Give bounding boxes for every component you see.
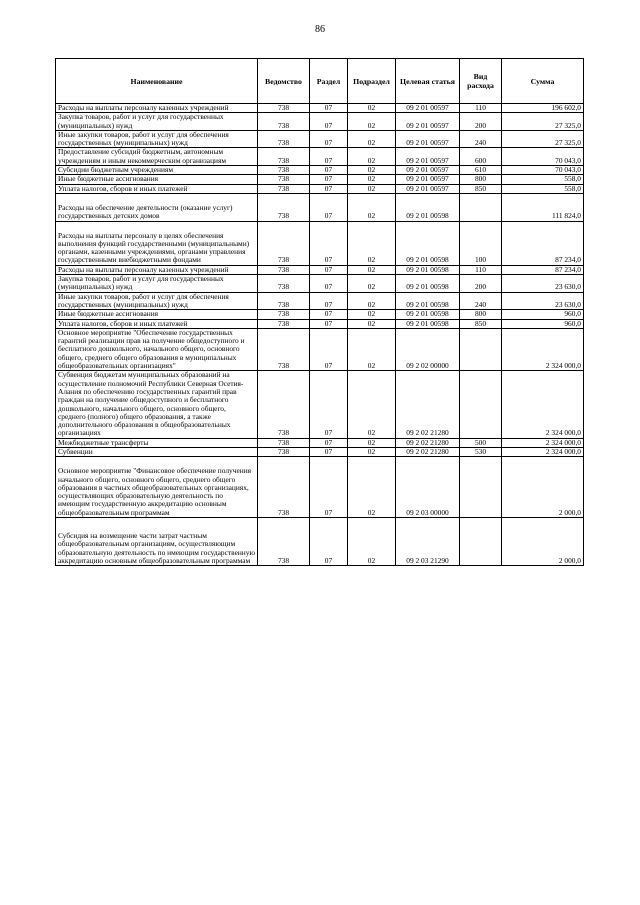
table-row	[56, 113, 584, 131]
cell-department: 738	[258, 457, 310, 518]
table-body	[56, 104, 584, 566]
cell-target-item: 09 2 01 00598	[396, 310, 460, 319]
cell-section: 07	[310, 319, 348, 328]
cell-department: 738	[258, 166, 310, 175]
cell-name: Уплата налогов, сборов и иных платежей	[56, 319, 258, 328]
cell-amount: 960,0	[502, 310, 584, 319]
cell-subsection: 02	[348, 447, 396, 456]
table-row	[56, 518, 584, 566]
cell-section: 07	[310, 221, 348, 265]
cell-section: 07	[310, 166, 348, 175]
table-row	[56, 221, 584, 265]
cell-name: Иные закупки товаров, работ и услуг для обеспечения государственных (муниципальных) нужд	[56, 292, 258, 310]
cell-expense-type: 600	[460, 148, 502, 166]
table-row	[56, 371, 584, 438]
cell-section: 07	[310, 184, 348, 193]
cell-expense-type	[460, 193, 502, 221]
table-row	[56, 292, 584, 310]
cell-expense-type: 240	[460, 292, 502, 310]
cell-expense-type: 500	[460, 438, 502, 447]
cell-amount: 960,0	[502, 319, 584, 328]
cell-subsection: 02	[348, 319, 396, 328]
cell-department: 738	[258, 310, 310, 319]
cell-name: Уплата налогов, сборов и иных платежей	[56, 184, 258, 193]
budget-table	[55, 58, 584, 566]
cell-amount: 27 325,0	[502, 113, 584, 131]
cell-expense-type	[460, 518, 502, 566]
cell-department: 738	[258, 193, 310, 221]
cell-section: 07	[310, 438, 348, 447]
cell-expense-type: 530	[460, 447, 502, 456]
cell-target-item: 09 2 01 00597	[396, 148, 460, 166]
header-amount: Сумма	[502, 59, 584, 104]
cell-section: 07	[310, 148, 348, 166]
cell-amount: 2 324 000,0	[502, 447, 584, 456]
cell-department: 738	[258, 275, 310, 293]
cell-subsection: 02	[348, 104, 396, 113]
cell-subsection: 02	[348, 184, 396, 193]
cell-expense-type: 850	[460, 319, 502, 328]
cell-target-item: 09 2 02 21280	[396, 438, 460, 447]
cell-department: 738	[258, 319, 310, 328]
cell-amount: 87 234,0	[502, 265, 584, 274]
cell-name: Иные закупки товаров, работ и услуг для обеспечения государственных (муниципальных) нужд	[56, 130, 258, 148]
table-row	[56, 438, 584, 447]
cell-expense-type: 200	[460, 113, 502, 131]
cell-amount: 558,0	[502, 184, 584, 193]
cell-name: Межбюджетные трансферты	[56, 438, 258, 447]
cell-expense-type	[460, 457, 502, 518]
cell-section: 07	[310, 265, 348, 274]
cell-expense-type: 100	[460, 221, 502, 265]
cell-section: 07	[310, 292, 348, 310]
cell-section: 07	[310, 457, 348, 518]
cell-target-item: 09 2 01 00598	[396, 292, 460, 310]
cell-subsection: 02	[348, 148, 396, 166]
cell-expense-type	[460, 371, 502, 438]
cell-target-item: 09 2 01 00597	[396, 184, 460, 193]
cell-target-item: 09 2 01 00598	[396, 265, 460, 274]
cell-subsection: 02	[348, 265, 396, 274]
cell-section: 07	[310, 113, 348, 131]
cell-subsection: 02	[348, 518, 396, 566]
cell-target-item: 09 2 01 00598	[396, 193, 460, 221]
cell-target-item: 09 2 01 00598	[396, 275, 460, 293]
cell-target-item: 09 2 02 21280	[396, 447, 460, 456]
cell-subsection: 02	[348, 438, 396, 447]
cell-name: Субсидии бюджетным учреждениям	[56, 166, 258, 175]
cell-amount: 558,0	[502, 175, 584, 184]
cell-name: Иные бюджетные ассигнования	[56, 310, 258, 319]
cell-expense-type: 850	[460, 184, 502, 193]
header-expense-type: Вид расхода	[460, 59, 502, 104]
cell-target-item: 09 2 03 00000	[396, 457, 460, 518]
table-row	[56, 130, 584, 148]
header-department: Ведомство	[258, 59, 310, 104]
header-name: Наименование	[56, 59, 258, 104]
cell-target-item: 09 2 01 00598	[396, 319, 460, 328]
cell-department: 738	[258, 113, 310, 131]
cell-target-item: 09 2 01 00597	[396, 104, 460, 113]
cell-subsection: 02	[348, 275, 396, 293]
cell-department: 738	[258, 518, 310, 566]
cell-department: 738	[258, 221, 310, 265]
cell-department: 738	[258, 265, 310, 274]
cell-target-item: 09 2 01 00598	[396, 221, 460, 265]
cell-section: 07	[310, 130, 348, 148]
cell-expense-type: 610	[460, 166, 502, 175]
cell-name: Субсидия на возмещение части затрат частным общеобразовательным организациям, осуществляющим образовательную деятельность по имеющим государственную аккредитацию основным общеобразовательным программам	[56, 518, 258, 566]
cell-expense-type: 240	[460, 130, 502, 148]
table-row	[56, 447, 584, 456]
cell-name: Субвенция бюджетам муниципальных образований на осуществление полномочий Республики Северная Осетия-Алания по обеспечению государственных гарантий прав граждан на получение общедоступного и бесплатного дошкольного, начального общего, основного общего, среднего (полного) общего образования, а также дополнительного образования в общеобразовательных организациях	[56, 371, 258, 438]
cell-name: Основное мероприятие "Финансовое обеспечение получения начального общего, основного общего, среднего общего образования в частных общеобразовательных организациях, осуществляющих образовательную деятельность по имеющим государственную аккредитацию основным общеобразовательным программам	[56, 457, 258, 518]
cell-department: 738	[258, 447, 310, 456]
cell-amount: 2 324 000,0	[502, 371, 584, 438]
cell-amount: 23 630,0	[502, 275, 584, 293]
cell-name: Расходы на выплаты персоналу в целях обеспечения выполнения функций государственными (муниципальными) органами, казенными учреждениями, органами управления государственными внебюджетными фондами	[56, 221, 258, 265]
cell-name: Расходы на выплаты персоналу казенных учреждений	[56, 265, 258, 274]
cell-target-item: 09 2 01 00597	[396, 175, 460, 184]
cell-section: 07	[310, 193, 348, 221]
cell-name: Закупка товаров, работ и услуг для государственных (муниципальных) нужд	[56, 113, 258, 131]
cell-subsection: 02	[348, 175, 396, 184]
cell-amount: 111 824,0	[502, 193, 584, 221]
cell-expense-type: 110	[460, 265, 502, 274]
cell-name: Расходы на выплаты персоналу казенных учреждений	[56, 104, 258, 113]
cell-department: 738	[258, 175, 310, 184]
table-row	[56, 310, 584, 319]
page-number: 86	[315, 24, 325, 35]
cell-department: 738	[258, 292, 310, 310]
cell-department: 738	[258, 438, 310, 447]
table-row	[56, 328, 584, 370]
cell-department: 738	[258, 184, 310, 193]
cell-name: Субвенции	[56, 447, 258, 456]
cell-amount: 27 325,0	[502, 130, 584, 148]
cell-amount: 70 043,0	[502, 166, 584, 175]
cell-amount: 2 000,0	[502, 518, 584, 566]
cell-subsection: 02	[348, 166, 396, 175]
cell-section: 07	[310, 175, 348, 184]
cell-section: 07	[310, 371, 348, 438]
header-target-item: Целевая статья	[396, 59, 460, 104]
cell-section: 07	[310, 518, 348, 566]
cell-target-item: 09 2 02 21280	[396, 371, 460, 438]
cell-amount: 23 630,0	[502, 292, 584, 310]
cell-amount: 196 602,0	[502, 104, 584, 113]
cell-subsection: 02	[348, 221, 396, 265]
table-row	[56, 193, 584, 221]
cell-subsection: 02	[348, 113, 396, 131]
cell-department: 738	[258, 130, 310, 148]
cell-department: 738	[258, 148, 310, 166]
cell-section: 07	[310, 328, 348, 370]
table-row	[56, 148, 584, 166]
cell-section: 07	[310, 447, 348, 456]
cell-name: Расходы на обеспечение деятельности (оказание услуг) государственных детских домов	[56, 193, 258, 221]
cell-amount: 87 234,0	[502, 221, 584, 265]
cell-subsection: 02	[348, 371, 396, 438]
cell-expense-type: 110	[460, 104, 502, 113]
header-subsection: Подраздел	[348, 59, 396, 104]
cell-amount: 2 324 000,0	[502, 328, 584, 370]
cell-subsection: 02	[348, 292, 396, 310]
table-header-row	[56, 59, 584, 104]
cell-subsection: 02	[348, 310, 396, 319]
cell-subsection: 02	[348, 328, 396, 370]
cell-subsection: 02	[348, 457, 396, 518]
cell-expense-type: 800	[460, 310, 502, 319]
cell-amount: 70 043,0	[502, 148, 584, 166]
header-section: Раздел	[310, 59, 348, 104]
cell-target-item: 09 2 01 00597	[396, 166, 460, 175]
cell-subsection: 02	[348, 193, 396, 221]
cell-expense-type: 800	[460, 175, 502, 184]
table-row	[56, 175, 584, 184]
cell-section: 07	[310, 310, 348, 319]
cell-department: 738	[258, 371, 310, 438]
cell-amount: 2 324 000,0	[502, 438, 584, 447]
cell-target-item: 09 2 01 00597	[396, 113, 460, 131]
cell-target-item: 09 2 03 21290	[396, 518, 460, 566]
cell-subsection: 02	[348, 130, 396, 148]
cell-amount: 2 000,0	[502, 457, 584, 518]
cell-expense-type	[460, 328, 502, 370]
cell-department: 738	[258, 328, 310, 370]
cell-department: 738	[258, 104, 310, 113]
cell-name: Закупка товаров, работ и услуг для государственных (муниципальных) нужд	[56, 275, 258, 293]
table-row	[56, 275, 584, 293]
cell-name: Предоставление субсидий бюджетным, автономным учреждениям и иным некоммерческим организациям	[56, 148, 258, 166]
cell-name: Иные бюджетные ассигнования	[56, 175, 258, 184]
cell-target-item: 09 2 02 00000	[396, 328, 460, 370]
table-row	[56, 457, 584, 518]
cell-section: 07	[310, 104, 348, 113]
table-row	[56, 319, 584, 328]
table-row	[56, 184, 584, 193]
cell-expense-type: 200	[460, 275, 502, 293]
cell-target-item: 09 2 01 00597	[396, 130, 460, 148]
cell-section: 07	[310, 275, 348, 293]
cell-name: Основное мероприятие "Обеспечение государственных гарантий реализации прав на получение общедоступного и бесплатного дошкольного, начального общего, основного общего, среднего общего образования в муниципальных общеобразовательных организациях"	[56, 328, 258, 370]
